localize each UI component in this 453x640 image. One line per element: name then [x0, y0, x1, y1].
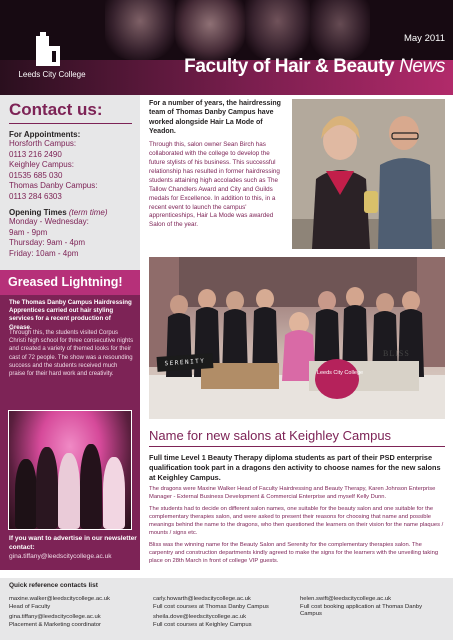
keighley-salons-article: [149, 428, 445, 566]
newsletter-title-suffix: News: [399, 56, 445, 77]
newsletter-title: [184, 56, 445, 78]
footer-column: [153, 596, 293, 629]
contact-line: Keighley Campus:: [9, 160, 74, 169]
contact-role: Placement & Marketing coordinator: [9, 621, 102, 628]
opening-line: Thursday: 9am - 4pm: [9, 238, 86, 247]
hair-la-mode-article: [149, 99, 286, 230]
article-paragraph: Bliss was the winning name for the Beauty Salon and Serenity for the complementary therapies salon. The carpentry and construction departments kindly agreed to make the signs for the learners with the unveiling taking place on 28th March in front of college VIP guests.: [149, 541, 439, 564]
newsletter-title-main: Faculty of Hair & Beauty: [184, 56, 395, 77]
header-photo-model: [175, 0, 245, 60]
contact-heading: Contact us:: [9, 100, 132, 124]
contact-role: Full cost courses at Keighley Campus: [153, 621, 252, 628]
footer-column: [300, 596, 440, 619]
opening-times-label: Opening Times: [9, 208, 67, 217]
college-logo-icon: [36, 32, 60, 66]
grease-heading: Greased Lightning!: [0, 270, 140, 295]
advertise-email-link[interactable]: gina.tiffany@leedscitycollege.ac.uk: [9, 552, 112, 560]
header-photo-model: [310, 0, 370, 60]
article-lead: Full time Level 1 Beauty Therapy diploma students as part of their PSD enterprise qualification took part in a dragons den activity to choose names for the new salons at Keighley Campus.: [149, 453, 441, 482]
opening-line: 9am - 9pm: [9, 227, 48, 237]
grease-article-panel: [0, 270, 140, 570]
college-badge-on-sign: Leeds City College: [316, 370, 364, 376]
photo-figure: [80, 444, 102, 529]
article-heading: Name for new salons at Keighley Campus: [149, 428, 445, 447]
contact-phone: 0113 284 6303: [9, 191, 62, 201]
photo-figure: [58, 453, 80, 529]
photo-figure: [36, 447, 58, 529]
grease-cast-photo: [8, 410, 132, 530]
bliss-sign: BLISS: [383, 349, 410, 358]
contact-email-link[interactable]: helen.swift@leedscitycollege.ac.uk: [300, 596, 392, 602]
dragons-den-group-photo: [149, 257, 445, 419]
issue-date: May 2011: [403, 33, 445, 44]
masthead-banner: [0, 0, 453, 95]
opening-line: Friday: 10am - 4pm: [9, 248, 79, 258]
award-photo: [292, 99, 445, 249]
contact-role: Full cost booking application at Thomas Danby Campus: [300, 603, 423, 617]
contact-email-link[interactable]: maxine.walker@leedscitycollege.ac.uk: [9, 596, 110, 602]
group-photo-illustration: [149, 257, 445, 419]
footer-heading: Quick reference contacts list: [9, 582, 98, 589]
contact-email-link[interactable]: gina.tiffany@leedscitycollege.ac.uk: [9, 614, 101, 620]
article-paragraph: The dragons were Maxine Walker Head of Faculty Hairdressing and Beauty Therapy, Karen Johnson Enterprise Manager - External Business Development & Commercial Enterprise and myself Kelly Dunn.: [149, 486, 436, 501]
college-logo: [6, 32, 98, 82]
contact-phone: 0113 216 2490: [9, 149, 62, 159]
photo-figure: [103, 457, 125, 529]
contact-email-link[interactable]: carly.howarth@leedscitycollege.ac.uk: [153, 596, 251, 602]
contact-email-link[interactable]: sheila.dove@leedscitycollege.ac.uk: [153, 614, 247, 620]
contact-role: Full cost courses at Thomas Danby Campus: [153, 603, 269, 610]
contact-line: Thomas Danby Campus:: [9, 181, 98, 190]
college-name: Leeds City College: [18, 70, 86, 79]
advertise-lead: If you want to advertise in our newsletter contact:: [9, 535, 137, 551]
grease-lead: The Thomas Danby Campus Hairdressing Apprentices carried out hair styling services for a recent production of Grease.: [9, 299, 132, 331]
quick-contacts-footer: [0, 578, 453, 640]
award-photo-illustration: [292, 99, 445, 249]
opening-times-heading: [9, 208, 132, 217]
header-photo-model: [105, 0, 175, 60]
article-paragraph: The students had to decide on different salon names, one suitable for the beauty salon and one suitable for the complementary therapies salon, and were asked to present their reasons for choosing that name and possible meanings behind the name to the dragons, who then questioned the learners on their vision for the name plaques / mounts / signs etc.: [149, 506, 444, 536]
footer-column: [9, 596, 149, 629]
serenity-sign: SERENITY: [157, 353, 214, 372]
contact-role: Head of Faculty: [9, 603, 51, 610]
advertise-notice: [9, 535, 137, 561]
opening-times-note: (term time): [68, 208, 108, 217]
photo-figure: [15, 459, 37, 529]
contact-panel: [0, 95, 140, 270]
opening-line: Monday - Wednesday:: [9, 217, 89, 226]
article-body: Through this, salon owner Sean Birch has collaborated with the college to develop the future stylists of his business. This successful relationship has resulted in former hairdressing students attaining high accolades such as The Tallow Chandlers Award and City and Guilds medals for Excellence. In addition to this, in a recent event to launch the campus' apprenticeships, Hair La Mode was awarded Salon of the year.: [149, 141, 280, 229]
header-photo-model: [245, 0, 310, 60]
article-lead: For a number of years, the hairdressing team of Thomas Danby Campus have worked alongside Hair La Mode of Yeadon.: [149, 100, 281, 135]
grease-body: Through this, the students visited Corpus Christi high school for three consecutive nights and created a variety of themed looks for their cast of 72 people. The show was a resounding success and the students received much praise for their hard work and creativity.: [9, 330, 134, 378]
contact-line: Horsforth Campus:: [9, 139, 77, 148]
contact-phone: 01535 685 030: [9, 170, 63, 180]
appointments-heading: For Appointments:: [9, 130, 81, 139]
